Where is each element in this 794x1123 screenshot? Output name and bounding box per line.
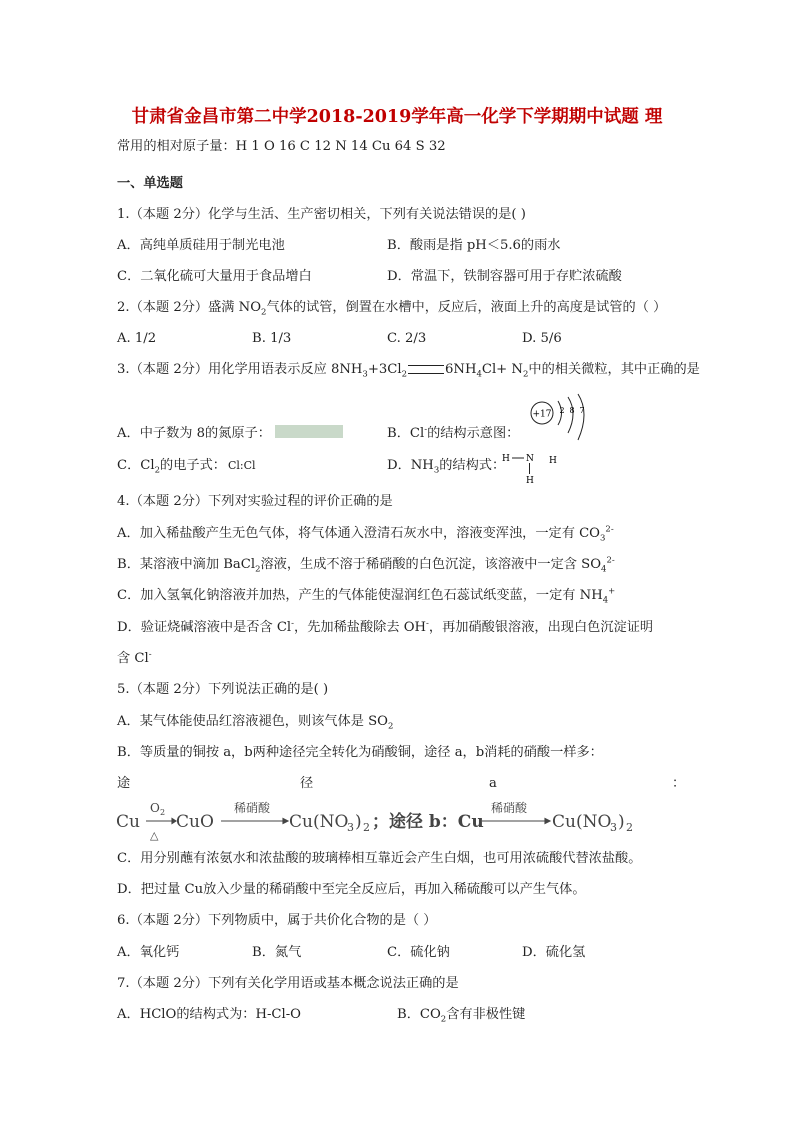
question-6-stem: 6.（本题 2分）下列物质中，属于共价化合物的是（ ） bbox=[117, 913, 437, 928]
heat-icon: △ bbox=[150, 829, 159, 841]
nh3-nitrogen: N bbox=[526, 454, 534, 464]
equal-arrow bbox=[408, 365, 444, 374]
question-3-option-a: A．中子数为 8的氮原子： bbox=[117, 426, 271, 441]
shell-2-count: 8 bbox=[569, 406, 575, 415]
question-4-option-c: C．加入氢氧化钠溶液并加热，产生的气体能使湿润红色石蕊试纸变蓝，一定有 $NH_4^+$ bbox=[117, 586, 616, 606]
question-1-option-d: D．常温下，铁制容器可用于存贮浓硫酸 bbox=[387, 269, 622, 284]
route-text-1: 途 bbox=[117, 776, 131, 791]
ammonia-structure-diagram bbox=[500, 449, 562, 487]
question-6-option-b: B．氮气 bbox=[252, 945, 302, 960]
scheme-product-2: Cu(NO bbox=[552, 812, 612, 832]
question-1-option-c: C．二氧化硫可大量用于食品增白 bbox=[117, 269, 312, 284]
question-2-option-d: D. 5/6 bbox=[522, 331, 562, 346]
question-3-option-d: D．$NH_3$的结构式： bbox=[387, 458, 506, 476]
scheme-o2: O bbox=[150, 801, 160, 815]
question-4-option-a: A．加入稀盐酸产生无色气体，将气体通入澄清石灰水中，溶液变浑浊，一定有 $CO_3^{2-}$ bbox=[117, 524, 614, 544]
route-text-4: ： bbox=[672, 776, 686, 791]
scheme-product-2-end-sub: 2 bbox=[626, 821, 633, 834]
question-7-option-b: B．$CO_2$含有非极性键 bbox=[397, 1007, 526, 1025]
question-5-option-b: B．等质量的铜按 a，b两种途径完全转化为硝酸铜，途径 a，b消耗的硝酸一样多： bbox=[117, 745, 603, 760]
question-1-option-a: A．高纯单质硅用于制光电池 bbox=[117, 238, 285, 253]
nucleus-label: +17 bbox=[532, 409, 552, 420]
question-4-option-b: B．某溶液中滴加 BaCl$_2$溶液，生成不溶于稀硝酸的白色沉淀，该溶液中一定含 $SO_4^{2-}$ bbox=[117, 555, 615, 575]
question-5-option-a: A．某气体能使品红溶液褪色，则该气体是 $SO_2$ bbox=[117, 714, 394, 732]
nh3-hydrogen-right: H bbox=[549, 456, 557, 466]
shell-3-count: 7 bbox=[579, 406, 585, 415]
question-7-option-a: A．HClO的结构式为：H-Cl-O bbox=[117, 1007, 301, 1022]
question-4-option-d-continued: 含 Cl- bbox=[117, 649, 152, 666]
scheme-dilute-nitric-2: 稀硝酸 bbox=[491, 801, 528, 815]
scheme-product-1-sub: 3 bbox=[347, 821, 354, 834]
route-text-3: a bbox=[489, 776, 497, 791]
question-3-option-c: C．$Cl_2$的电子式： Cl:Cl bbox=[117, 458, 256, 476]
nh3-hydrogen-left: H bbox=[502, 454, 510, 464]
question-5-option-c: C．用分别蘸有浓氨水和浓盐酸的玻璃棒相互靠近会产生白烟，也可用浓硫酸代替浓盐酸。 bbox=[117, 851, 642, 866]
shell-1-count: 2 bbox=[559, 406, 565, 415]
scheme-product-2-end: ) bbox=[618, 812, 625, 832]
question-5-stem: 5.（本题 2分）下列说法正确的是( ) bbox=[117, 682, 329, 697]
copper-nitrate-reaction-scheme bbox=[114, 797, 674, 841]
question-1-option-b: B．酸雨是指 pH＜5.6的雨水 bbox=[387, 238, 561, 253]
question-6-option-d: D．硫化氢 bbox=[522, 945, 586, 960]
question-5-option-d: D．把过量 Cu放入少量的稀硝酸中至完全反应后，再加入稀硫酸可以产生气体。 bbox=[117, 882, 586, 897]
section-title: 一、单选题 bbox=[117, 176, 183, 191]
question-6-option-a: A．氧化钙 bbox=[117, 945, 180, 960]
question-2-option-a: A. 1/2 bbox=[117, 331, 157, 346]
atomic-mass-line: 常用的相对原子量：H 1 O 16 C 12 N 14 Cu 64 S 32 bbox=[117, 139, 446, 154]
scheme-product-1: Cu(NO bbox=[289, 812, 349, 832]
route-text-2: 径 bbox=[300, 776, 314, 791]
question-2-option-b: B. 1/3 bbox=[252, 331, 292, 346]
nh3-hydrogen-bottom: H bbox=[526, 476, 534, 486]
scheme-dilute-nitric-1: 稀硝酸 bbox=[234, 801, 271, 815]
scheme-product-1-end-sub: 2 bbox=[363, 821, 370, 834]
answer-image-blank bbox=[275, 425, 343, 438]
scheme-cuo: CuO bbox=[176, 812, 214, 832]
scheme-product-2-sub: 3 bbox=[610, 821, 617, 834]
scheme-o2-sub: 2 bbox=[160, 808, 166, 817]
scheme-cu: Cu bbox=[116, 812, 140, 832]
question-2-stem: 2.（本题 2分）盛满 $NO_2$气体的试管，倒置在水槽中，反应后，液面上升的高度是试管的（ ） bbox=[117, 300, 667, 318]
scheme-route-b: ；途径 b：Cu bbox=[372, 812, 484, 832]
chlorine-ion-structure-diagram bbox=[525, 392, 620, 444]
question-2-option-c: C. 2/3 bbox=[387, 331, 427, 346]
question-1-stem: 1.（本题 2分）化学与生活、生产密切相关，下列有关说法错误的是( ) bbox=[117, 207, 526, 222]
question-7-stem: 7.（本题 2分）下列有关化学用语或基本概念说法正确的是 bbox=[117, 976, 459, 991]
question-3-option-b: B．Cl-的结构示意图： bbox=[387, 424, 520, 441]
question-6-option-c: C．硫化钠 bbox=[387, 945, 450, 960]
page-title: 甘肃省金昌市第二中学2018-2019学年高一化学下学期期中试题 理 bbox=[131, 107, 663, 127]
question-3-stem: 3.（本题 2分）用化学用语表示反应 $8NH_3+3Cl_2$ $6NH_4Cl+ N_2$中的相关微粒，其中正确的是 bbox=[117, 362, 700, 380]
electron-formula: Cl:Cl bbox=[227, 459, 256, 472]
question-4-option-d: D．验证烧碱溶液中是否含 Cl-，先加稀盐酸除去 OH-，再加硝酸银溶液，出现白色沉淀证明 bbox=[117, 618, 654, 635]
question-4-stem: 4.（本题 2分）下列对实验过程的评价正确的是 bbox=[117, 494, 393, 509]
scheme-product-1-end: ) bbox=[355, 812, 362, 832]
